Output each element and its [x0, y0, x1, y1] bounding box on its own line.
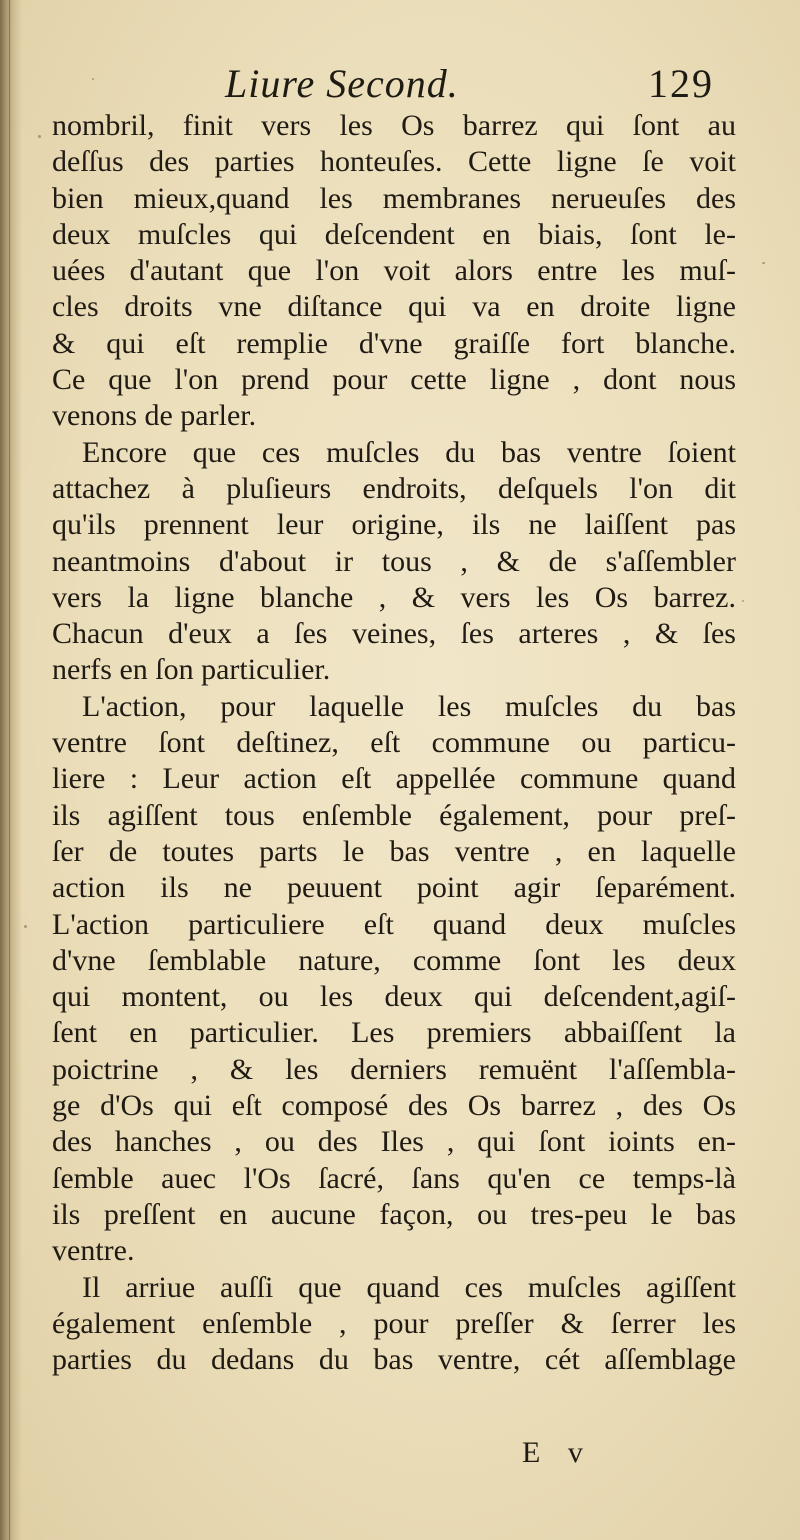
text-line: venons de parler.: [52, 399, 257, 433]
paper-speck: [24, 925, 27, 928]
signature-mark: E v: [522, 1436, 593, 1469]
text-line: nombril, finit vers les Os barrez qui ſont au: [52, 109, 736, 142]
text-line: liere : Leur action eſt appellée commune quand: [52, 762, 736, 796]
text-line: bien mieux,quand les membranes neruеuſes des: [52, 181, 736, 215]
text-line: d'vne ſemblable nature, comme ſont les deux: [52, 943, 736, 977]
text-line: qui montent, ou les deux qui deſcendent,agiſ-: [52, 980, 736, 1014]
text-line: L'action, pour laquelle les muſcles du bas: [82, 689, 736, 723]
text-line: neantmoins d'about ir tous , & de s'aſſembler: [52, 544, 736, 578]
text-line: deux muſcles qui deſcendent en biais, ſont le-: [52, 217, 736, 251]
text-line: poictrine , & les derniers remuënt l'aſſembla-: [52, 1052, 736, 1086]
text-line: parties du dedans du bas ventre, cét aſſemblage: [52, 1343, 736, 1377]
gutter-line: [9, 0, 10, 1540]
text-line: action ils ne peuuent point agir ſeparément.: [52, 871, 736, 905]
page-number: 129: [648, 61, 714, 106]
text-line: également enſemble , pour preſſer & ſerrer les: [52, 1306, 736, 1340]
text-line: ils agiſſent tous enſemble également, pour preſ-: [52, 798, 736, 832]
body-text: [52, 108, 736, 1378]
running-head-title: Liure Second.: [225, 61, 459, 106]
text-line: Il arriue auſſi que quand ces muſcles agiſſent: [82, 1270, 736, 1304]
text-line: uées d'autant que l'on voit alors entre les muſ-: [52, 254, 736, 288]
text-line: & qui eſt remplie d'vne graiſſe fort blanche.: [52, 326, 736, 360]
running-head: [0, 60, 800, 110]
text-line: ſent en particulier. Les premiers abbaiſſent la: [52, 1016, 736, 1050]
paper-speck: [92, 78, 94, 80]
text-line: ventre.: [52, 1234, 135, 1268]
text-line: ſemble auec l'Os ſacré, ſans qu'en ce temps-là: [52, 1161, 736, 1195]
paper-speck: [762, 262, 765, 264]
text-line: nerfs en ſon particulier.: [52, 653, 331, 687]
paper-speck: [742, 600, 744, 602]
text-line: vers la ligne blanche , & vers les Os barrez.: [52, 580, 736, 614]
text-line: attachez à pluſieurs endroits, deſquels l'on dit: [52, 471, 736, 505]
text-line: Chacun d'eux a ſes veines, ſes arteres , & ſes: [52, 617, 736, 651]
text-line: deſſus des parties honteuſes. Cette ligne ſe voit: [52, 145, 736, 179]
text-line: qu'ils prennent leur origine, ils ne laiſſent pas: [52, 508, 736, 542]
text-line: ge d'Os qui eſt composé des Os barrez , des Os: [52, 1089, 736, 1123]
gutter-shadow: [0, 0, 22, 1540]
text-line: des hanches , ou des Iles , qui ſont ioints en-: [52, 1125, 736, 1159]
text-line: cles droits vne diſtance qui va en droite ligne: [52, 290, 736, 324]
text-line: ventre ſont deſtinez, eſt commune ou particu-: [52, 726, 736, 760]
text-line: Encore que ces muſcles du bas ventre ſoient: [82, 435, 736, 469]
text-line: ſer de toutes parts le bas ventre , en laquelle: [52, 834, 736, 868]
paper-speck: [38, 135, 41, 138]
text-line: ils preſſent en aucune façon, ou tres-peu le bas: [52, 1197, 736, 1231]
text-line: Ce que l'on prend pour cette ligne , dont nous: [52, 363, 736, 397]
text-line: L'action particuliere eſt quand deux muſcles: [52, 907, 736, 941]
